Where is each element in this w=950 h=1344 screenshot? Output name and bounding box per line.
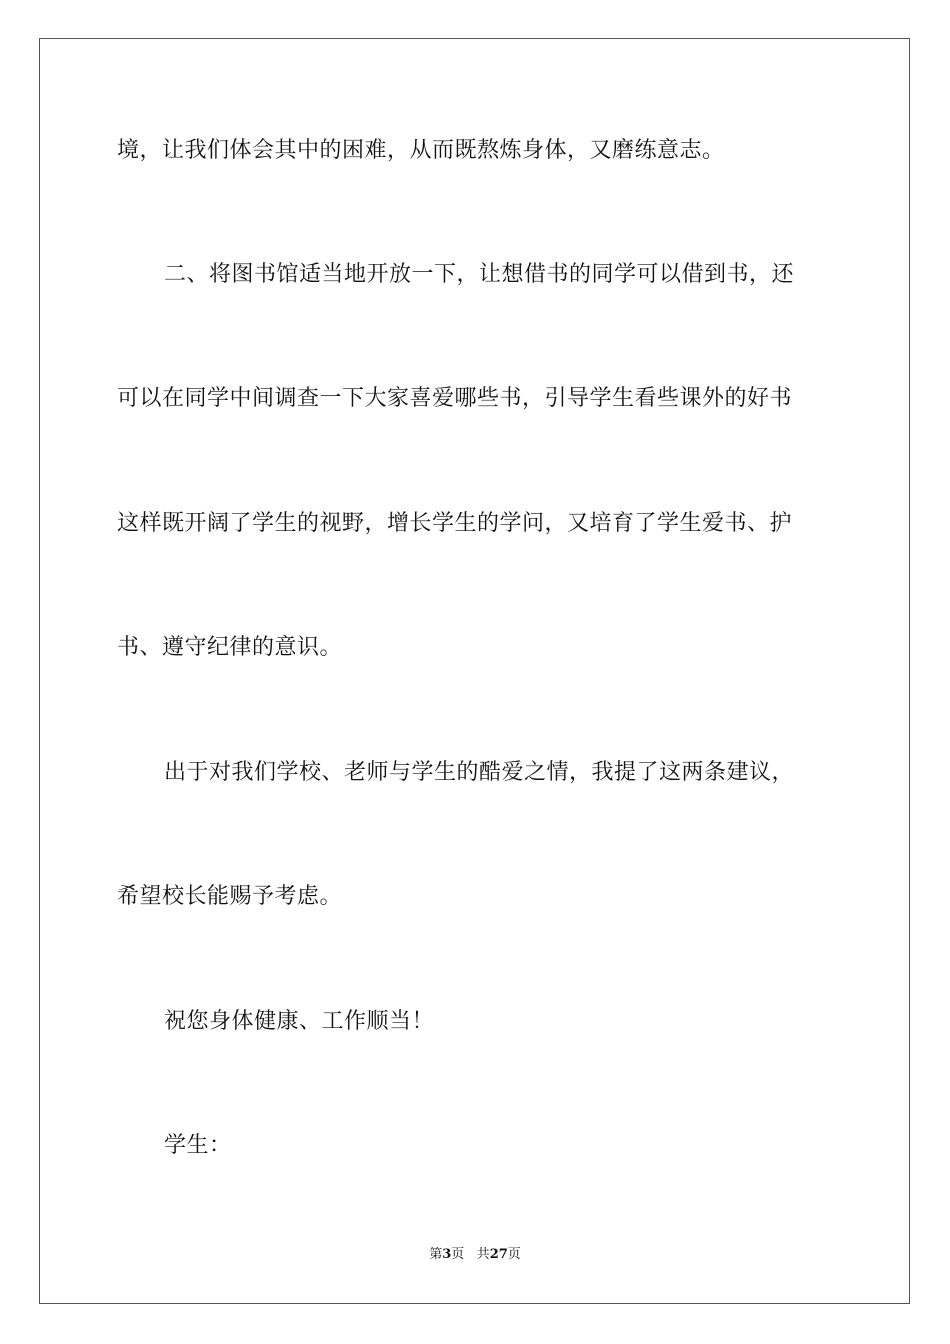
body-line-3: 可以在同学中间调查一下大家喜爱哪些书，引导学生看些课外的好书: [117, 386, 793, 411]
footer-current-page: 3: [442, 1247, 452, 1262]
body-line-4: 这样既开阔了学生的视野，增长学生的学问，又培育了学生爱书、护: [117, 511, 793, 536]
body-line-5: 书、遵守纪律的意识。: [117, 635, 343, 660]
footer-page-word: 页: [451, 1247, 465, 1262]
body-line-7: 希望校长能赐予考虑。: [117, 884, 343, 909]
footer-total-prefix: 共: [476, 1247, 490, 1262]
body-line-2: 二、将图书馆适当地开放一下，让想借书的同学可以借到书，还: [164, 262, 795, 287]
closing-greeting: 祝您身体健康、工作顺当！: [164, 1009, 435, 1034]
body-line-6: 出于对我们学校、老师与学生的酷爱之情，我提了这两条建议，: [164, 760, 795, 785]
page-footer: [0, 1247, 950, 1263]
signature-label: 学生：: [164, 1133, 232, 1158]
footer-total-pages: 27: [489, 1247, 508, 1262]
page-border: [39, 38, 910, 1304]
footer-total-suffix: 页: [507, 1247, 521, 1262]
body-line-1: 境，让我们体会其中的困难，从而既熬炼身体，又磨练意志。: [117, 138, 725, 163]
footer-prefix: 第: [429, 1247, 443, 1262]
